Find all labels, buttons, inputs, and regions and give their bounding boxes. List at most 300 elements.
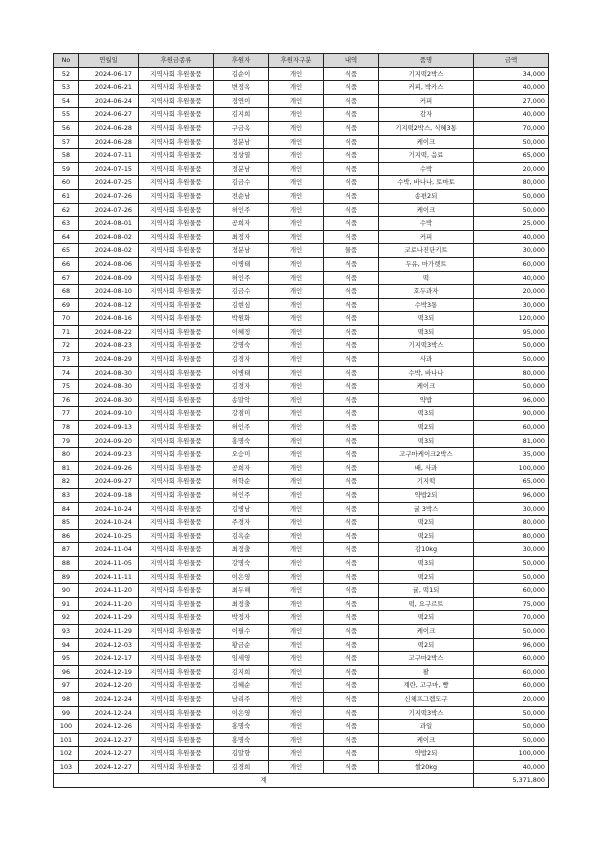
row-donation-type: 지역사회 후원물품 [139,176,214,190]
row-date: 2024-08-10 [79,285,139,299]
row-donor: 김병남 [214,502,269,516]
table-row [54,611,549,625]
row-no: 78 [54,421,79,435]
row-donor-category: 개인 [269,665,324,679]
row-amount: 95,000 [474,325,549,339]
row-item-name: 케이크 [379,380,474,394]
row-amount: 60,000 [474,652,549,666]
row-donor: 김금수 [214,285,269,299]
row-donor: 허인주 [214,203,269,217]
row-donation-type: 지역사회 후원물품 [139,502,214,516]
row-no: 96 [54,665,79,679]
row-details: 식품 [324,149,379,163]
row-donor-category: 개인 [269,230,324,244]
row-donor-category: 개인 [269,720,324,734]
row-donor-category: 개인 [269,760,324,774]
row-details: 식품 [324,81,379,95]
row-amount: 50,000 [474,570,549,584]
table-row [54,339,549,353]
row-date: 2024-08-30 [79,393,139,407]
row-donation-type: 지역사회 후원물품 [139,543,214,557]
row-donor-category: 개인 [269,502,324,516]
row-date: 2024-12-27 [79,747,139,761]
row-donation-type: 지역사회 후원물품 [139,434,214,448]
row-donation-type: 지역사회 후원물품 [139,733,214,747]
row-date: 2024-08-02 [79,244,139,258]
row-donor: 강점미 [214,407,269,421]
row-donor: 이은영 [214,706,269,720]
row-no: 84 [54,502,79,516]
total-amount: 5,371,800 [474,774,549,788]
table-row [54,230,549,244]
row-date: 2024-08-22 [79,325,139,339]
row-amount: 30,000 [474,543,549,557]
row-donor: 박정자 [214,611,269,625]
row-donation-type: 지역사회 후원물품 [139,81,214,95]
row-donation-type: 지역사회 후원물품 [139,298,214,312]
row-details: 식품 [324,448,379,462]
table-row [54,366,549,380]
row-item-name: 케이크 [379,733,474,747]
row-donor: 김순이 [214,67,269,81]
row-item-name: 약밥2되 [379,747,474,761]
table-row [54,244,549,258]
table-row [54,217,549,231]
row-donor-category: 개인 [269,353,324,367]
row-date: 2024-10-24 [79,502,139,516]
table-row [54,325,549,339]
row-item-name: 떡2되 [379,638,474,652]
row-donor: 김말향 [214,747,269,761]
row-donation-type: 지역사회 후원물품 [139,108,214,122]
row-no: 95 [54,652,79,666]
row-date: 2024-11-20 [79,597,139,611]
row-date: 2024-08-29 [79,353,139,367]
row-amount: 20,000 [474,285,549,299]
row-donor-category: 개인 [269,162,324,176]
row-no: 99 [54,706,79,720]
row-donation-type: 지역사회 후원물품 [139,149,214,163]
row-donation-type: 지역사회 후원물품 [139,121,214,135]
row-donation-type: 지역사회 후원물품 [139,407,214,421]
row-donation-type: 지역사회 후원물품 [139,393,214,407]
row-donor: 강명숙 [214,339,269,353]
row-donation-type: 지역사회 후원물품 [139,257,214,271]
row-amount: 75,000 [474,597,549,611]
row-donation-type: 지역사회 후원물품 [139,217,214,231]
row-donation-type: 지역사회 후원물품 [139,448,214,462]
row-details: 식품 [324,217,379,231]
row-details: 식품 [324,475,379,489]
row-donor-category: 개인 [269,94,324,108]
row-donor-category: 개인 [269,67,324,81]
row-details: 식품 [324,624,379,638]
row-amount: 100,000 [474,461,549,475]
row-date: 2024-10-25 [79,529,139,543]
row-item-name: 떡2되 [379,516,474,530]
row-item-name: 팥 [379,665,474,679]
row-donor: 정연이 [214,94,269,108]
row-donor-category: 개인 [269,271,324,285]
row-amount: 40,000 [474,230,549,244]
row-item-name: 기지떡, 음료 [379,149,474,163]
row-donation-type: 지역사회 후원물품 [139,162,214,176]
row-donor-category: 개인 [269,434,324,448]
row-no: 53 [54,81,79,95]
row-no: 97 [54,679,79,693]
table-header-row [54,54,549,68]
row-amount: 50,000 [474,339,549,353]
row-no: 62 [54,203,79,217]
row-donation-type: 지역사회 후원물품 [139,638,214,652]
row-amount: 50,000 [474,720,549,734]
table-row [54,298,549,312]
row-donor: 변정옥 [214,81,269,95]
row-no: 89 [54,570,79,584]
row-no: 79 [54,434,79,448]
row-donor-category: 개인 [269,652,324,666]
row-date: 2024-07-26 [79,203,139,217]
row-amount: 60,000 [474,584,549,598]
table-row [54,475,549,489]
row-donor-category: 개인 [269,203,324,217]
row-date: 2024-12-03 [79,638,139,652]
table-row [54,706,549,720]
table-row [54,67,549,81]
row-donor: 홍명숙 [214,733,269,747]
table-row [54,570,549,584]
row-donation-type: 지역사회 후원물품 [139,747,214,761]
row-no: 68 [54,285,79,299]
row-item-name: 계란, 고구마, 빵 [379,679,474,693]
row-details: 식품 [324,176,379,190]
table-row [54,176,549,190]
row-details: 식품 [324,584,379,598]
header-item-name: 품명 [379,54,474,68]
row-amount: 50,000 [474,556,549,570]
row-amount: 40,000 [474,760,549,774]
row-details: 식품 [324,679,379,693]
row-donor-category: 개인 [269,176,324,190]
row-donation-type: 지역사회 후원물품 [139,679,214,693]
row-amount: 50,000 [474,135,549,149]
header-donor-category: 후원자구분 [269,54,324,68]
row-donor-category: 개인 [269,679,324,693]
row-no: 69 [54,298,79,312]
row-donor: 최정자 [214,230,269,244]
row-details: 식품 [324,556,379,570]
row-donor: 이필수 [214,624,269,638]
row-donation-type: 지역사회 후원물품 [139,325,214,339]
row-donor-category: 개인 [269,325,324,339]
table-row [54,380,549,394]
row-donor: 김혜순 [214,679,269,693]
row-details: 물품 [324,244,379,258]
row-donor: 오승미 [214,448,269,462]
row-donation-type: 지역사회 후원물품 [139,570,214,584]
row-donor: 허인주 [214,489,269,503]
row-details: 식품 [324,720,379,734]
row-donor-category: 개인 [269,489,324,503]
table-row [54,421,549,435]
row-date: 2024-07-11 [79,149,139,163]
row-donor: 김경자 [214,380,269,394]
table-row [54,393,549,407]
row-no: 90 [54,584,79,598]
row-donation-type: 지역사회 후원물품 [139,189,214,203]
row-no: 98 [54,692,79,706]
row-donor: 황금순 [214,638,269,652]
row-item-name: 떡3되 [379,312,474,326]
row-donor-category: 개인 [269,407,324,421]
row-item-name: 사과 [379,353,474,367]
row-date: 2024-12-24 [79,706,139,720]
row-item-name: 떡2되 [379,421,474,435]
row-donation-type: 지역사회 후원물품 [139,339,214,353]
row-no: 57 [54,135,79,149]
row-donor: 구금옥 [214,121,269,135]
row-date: 2024-06-21 [79,81,139,95]
table-row [54,135,549,149]
row-item-name: 커피, 박카스 [379,81,474,95]
row-donor-category: 개인 [269,556,324,570]
row-amount: 25,000 [474,217,549,231]
row-date: 2024-12-24 [79,692,139,706]
row-item-name: 수박3통 [379,298,474,312]
row-item-name: 쌀20kg [379,760,474,774]
row-amount: 60,000 [474,679,549,693]
row-item-name: 고구마2박스 [379,652,474,666]
table-row [54,733,549,747]
row-donor-category: 개인 [269,529,324,543]
row-item-name: 떡, 요구르트 [379,597,474,611]
row-donor-category: 개인 [269,421,324,435]
row-amount: 90,000 [474,407,549,421]
row-date: 2024-07-26 [79,189,139,203]
row-donor: 박원화 [214,312,269,326]
table-body [54,67,549,774]
row-no: 67 [54,271,79,285]
row-date: 2024-07-25 [79,176,139,190]
row-item-name: 기지떡3박스 [379,339,474,353]
row-details: 식품 [324,638,379,652]
row-date: 2024-10-24 [79,516,139,530]
row-donor: 강명숙 [214,556,269,570]
row-date: 2024-11-11 [79,570,139,584]
row-donor: 김지희 [214,665,269,679]
row-donation-type: 지역사회 후원물품 [139,67,214,81]
row-no: 100 [54,720,79,734]
row-no: 66 [54,257,79,271]
row-donation-type: 지역사회 후원물품 [139,720,214,734]
row-donor: 임세영 [214,652,269,666]
row-donor-category: 개인 [269,149,324,163]
table-row [54,665,549,679]
row-item-name: 떡 [379,271,474,285]
row-amount: 80,000 [474,516,549,530]
row-no: 74 [54,366,79,380]
row-date: 2024-08-12 [79,298,139,312]
row-item-name: 기지떡 [379,475,474,489]
row-amount: 50,000 [474,189,549,203]
row-no: 82 [54,475,79,489]
row-amount: 65,000 [474,475,549,489]
header-donation-type: 후원금종류 [139,54,214,68]
row-date: 2024-09-20 [79,434,139,448]
row-date: 2024-12-20 [79,679,139,693]
row-donor-category: 개인 [269,706,324,720]
row-item-name: 떡3되 [379,434,474,448]
row-date: 2024-12-17 [79,652,139,666]
row-amount: 50,000 [474,733,549,747]
row-amount: 50,000 [474,380,549,394]
row-details: 식품 [324,407,379,421]
table-row [54,162,549,176]
row-details: 식품 [324,285,379,299]
table-row [54,624,549,638]
row-donation-type: 지역사회 후원물품 [139,461,214,475]
row-date: 2024-08-02 [79,230,139,244]
row-donor-category: 개인 [269,475,324,489]
row-details: 식품 [324,543,379,557]
row-item-name: 감자 [379,108,474,122]
row-donation-type: 지역사회 후원물품 [139,692,214,706]
row-details: 식품 [324,339,379,353]
row-donor: 김현심 [214,298,269,312]
row-donor: 주경자 [214,516,269,530]
row-amount: 30,000 [474,244,549,258]
row-date: 2024-12-19 [79,665,139,679]
row-details: 식품 [324,529,379,543]
row-amount: 96,000 [474,489,549,503]
row-donor-category: 개인 [269,339,324,353]
row-donor: 홍명숙 [214,434,269,448]
table-row [54,257,549,271]
row-amount: 96,000 [474,393,549,407]
row-details: 식품 [324,203,379,217]
row-no: 87 [54,543,79,557]
row-item-name: 약밥 [379,393,474,407]
row-amount: 20,000 [474,692,549,706]
row-details: 식품 [324,597,379,611]
header-amount: 금액 [474,54,549,68]
table-row [54,720,549,734]
row-date: 2024-09-26 [79,461,139,475]
row-donation-type: 지역사회 후원물품 [139,421,214,435]
row-no: 64 [54,230,79,244]
row-donor: 정분남 [214,162,269,176]
row-details: 식품 [324,421,379,435]
row-date: 2024-12-27 [79,733,139,747]
row-details: 식품 [324,692,379,706]
row-donation-type: 지역사회 후원물품 [139,652,214,666]
row-date: 2024-06-17 [79,67,139,81]
row-donor: 홍명숙 [214,720,269,734]
row-no: 60 [54,176,79,190]
row-details: 식품 [324,570,379,584]
row-donor-category: 개인 [269,81,324,95]
row-date: 2024-08-01 [79,217,139,231]
row-amount: 60,000 [474,665,549,679]
row-donor-category: 개인 [269,448,324,462]
row-details: 식품 [324,652,379,666]
row-donation-type: 지역사회 후원물품 [139,135,214,149]
table-row [54,189,549,203]
row-amount: 35,000 [474,448,549,462]
row-item-name: 수박 [379,217,474,231]
header-donor: 후원자 [214,54,269,68]
row-donor: 이병태 [214,366,269,380]
row-donor: 공희자 [214,217,269,231]
row-donor: 전순남 [214,189,269,203]
row-donor-category: 개인 [269,217,324,231]
row-item-name: 떡2되 [379,529,474,543]
row-details: 식품 [324,353,379,367]
header-no: No [54,54,79,68]
table-row [54,285,549,299]
row-donor-category: 개인 [269,570,324,584]
row-donation-type: 지역사회 후원물품 [139,475,214,489]
row-donor-category: 개인 [269,285,324,299]
row-item-name: 떡3되 [379,325,474,339]
row-date: 2024-11-04 [79,543,139,557]
header-date: 연월일 [79,54,139,68]
row-details: 식품 [324,461,379,475]
table-row [54,597,549,611]
row-amount: 30,000 [474,298,549,312]
row-donation-type: 지역사회 후원물품 [139,760,214,774]
row-date: 2024-08-30 [79,366,139,380]
row-donation-type: 지역사회 후원물품 [139,584,214,598]
row-amount: 50,000 [474,624,549,638]
row-donor: 허인주 [214,421,269,435]
row-date: 2024-06-28 [79,121,139,135]
row-date: 2024-08-06 [79,257,139,271]
table-row [54,312,549,326]
row-date: 2024-09-27 [79,475,139,489]
row-item-name: 떡2되 [379,570,474,584]
row-details: 식품 [324,189,379,203]
table-row [54,81,549,95]
table-row [54,461,549,475]
row-date: 2024-08-16 [79,312,139,326]
row-amount: 80,000 [474,366,549,380]
table-row [54,353,549,367]
row-details: 식품 [324,67,379,81]
row-amount: 50,000 [474,353,549,367]
row-details: 식품 [324,325,379,339]
row-donor: 정분남 [214,244,269,258]
row-item-name: 고구마케이크2박스 [379,448,474,462]
row-item-name: 떡2되 [379,611,474,625]
row-donor: 김금수 [214,176,269,190]
table-row [54,516,549,530]
row-date: 2024-11-05 [79,556,139,570]
row-donor-category: 개인 [269,108,324,122]
row-donation-type: 지역사회 후원물품 [139,203,214,217]
row-donation-type: 지역사회 후원물품 [139,94,214,108]
row-item-name: 송편2되 [379,189,474,203]
row-details: 식품 [324,121,379,135]
table-row [54,434,549,448]
row-donation-type: 지역사회 후원물품 [139,706,214,720]
row-amount: 65,000 [474,149,549,163]
row-item-name: 수박, 바나나, 토마토 [379,176,474,190]
row-details: 식품 [324,393,379,407]
row-date: 2024-11-29 [79,611,139,625]
row-donation-type: 지역사회 후원물품 [139,230,214,244]
row-date: 2024-09-10 [79,407,139,421]
